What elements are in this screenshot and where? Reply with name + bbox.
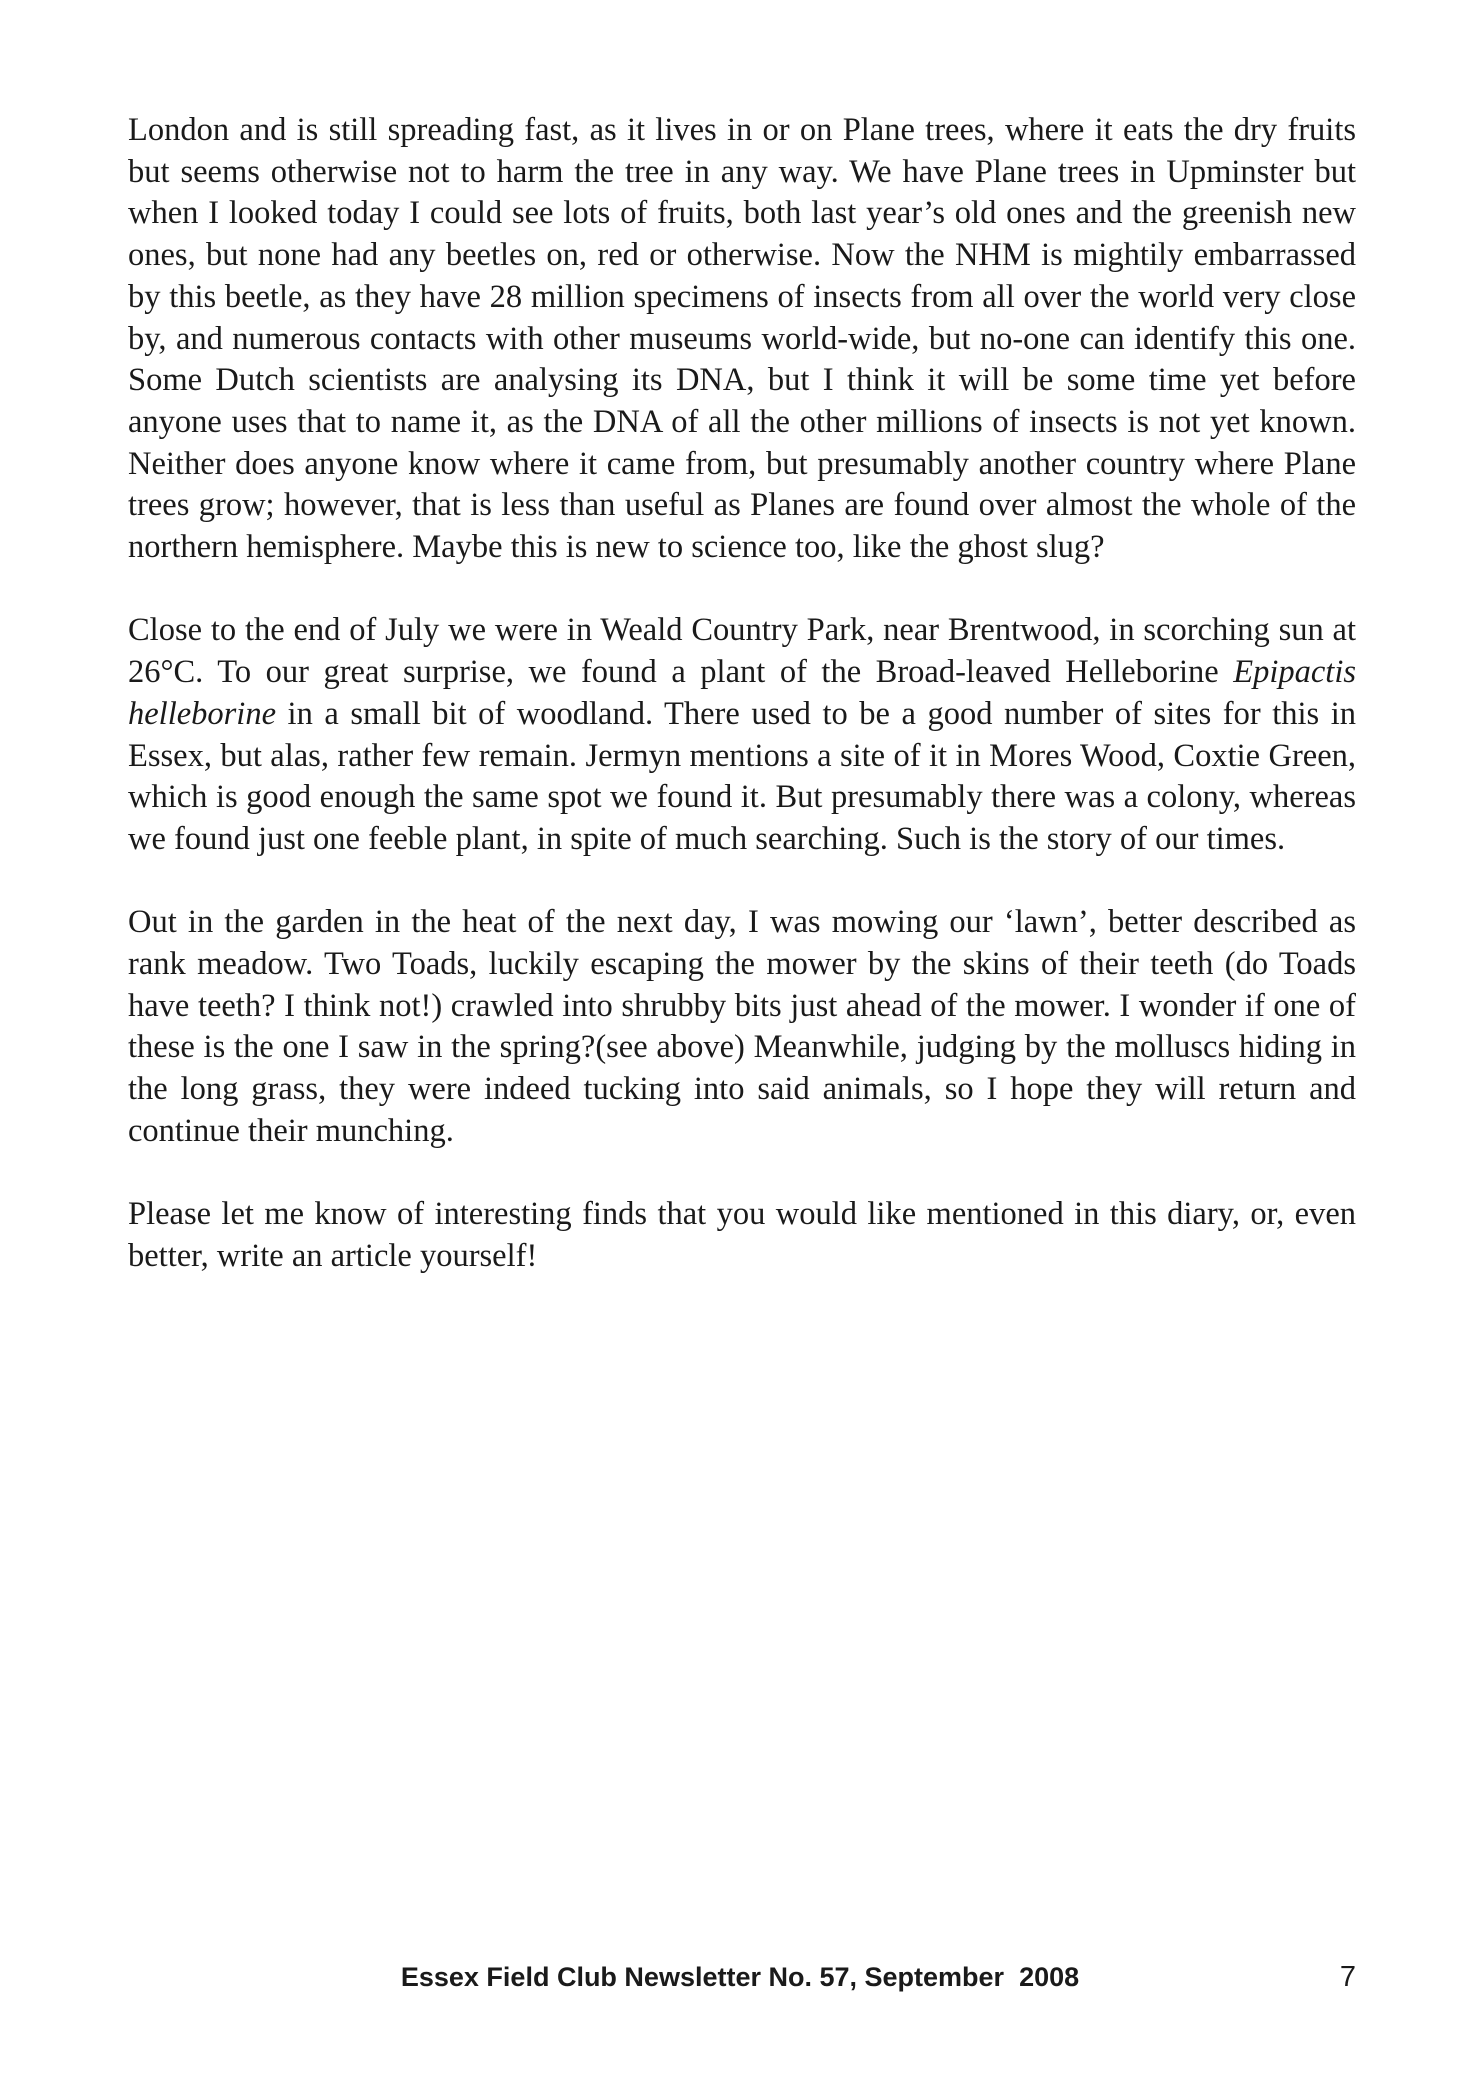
paragraph-helleborine-text-end: in a small bit of woodland. There used to be a good number of sites for this in Essex, but alas, rather few remain. Jermyn mentions a site of it in Mores Wood, Coxtie Green, which is good enough the same spot we found it. But presumably there was a colony, whereas we found just one feeble plant, in spite of much searching. Such is the story of our times. — [128, 695, 1356, 857]
paragraph-closing-request: Please let me know of interesting finds that you would like mentioned in this diary, or, even better, write an article yourself! — [128, 1196, 1356, 1274]
paragraph-plane-beetle: London and is still spreading fast, as it lives in or on Plane trees, where it eats the dry fruits but seems otherwise not to harm the tree in any way. We have Plane trees in Upminster but when I looked today I could see lots of fruits, both last year’s old ones and the greenish new ones, but none had any beetles on, red or otherwise. Now the NHM is mightily embarrassed by this beetle, as they have 28 million specimens of insects from all over the world very close by, and numerous contacts with other museums world-wide, but no-one can identify this one. Some Dutch scientists are analysing its DNA, but I think it will be some time yet before anyone uses that to name it, as the DNA of all the other millions of insects is not yet known. Neither does anyone know where it came from, but presumably another country where Plane trees grow; however, that is less than useful as Planes are found over almost the whole of the northern hemisphere. Maybe this is new to science too, like the ghost slug? — [128, 112, 1356, 566]
paragraph-helleborine — [128, 610, 1356, 860]
paragraph-helleborine-text-start: Close to the end of July we were in Weald Country Park, near Brentwood, in scorching sun at 26°C. To our great surprise, we found a plant of the Broad-leaved Helleborine — [128, 612, 1356, 691]
article-body — [128, 110, 1356, 1278]
page-number: 7 — [1339, 1961, 1356, 1993]
paragraph-toads: Out in the garden in the heat of the next day, I was mowing our ‘lawn’, better described as rank meadow. Two Toads, luckily escaping the mower by the skins of their teeth (do Toads have teeth? I think not!) crawled into shrubby bits just ahead of the mower. I wonder if one of these is the one I saw in the spring?(see above) Meanwhile, judging by the molluscs hiding in the long grass, they were indeed tucking into said animals, so I hope they will return and continue their munching. — [128, 904, 1356, 1149]
newsletter-footer-title: Essex Field Club Newsletter No. 57, September 2008 — [400, 1962, 1080, 1992]
species-name-italic: Epipactis helleborine — [128, 654, 1356, 732]
